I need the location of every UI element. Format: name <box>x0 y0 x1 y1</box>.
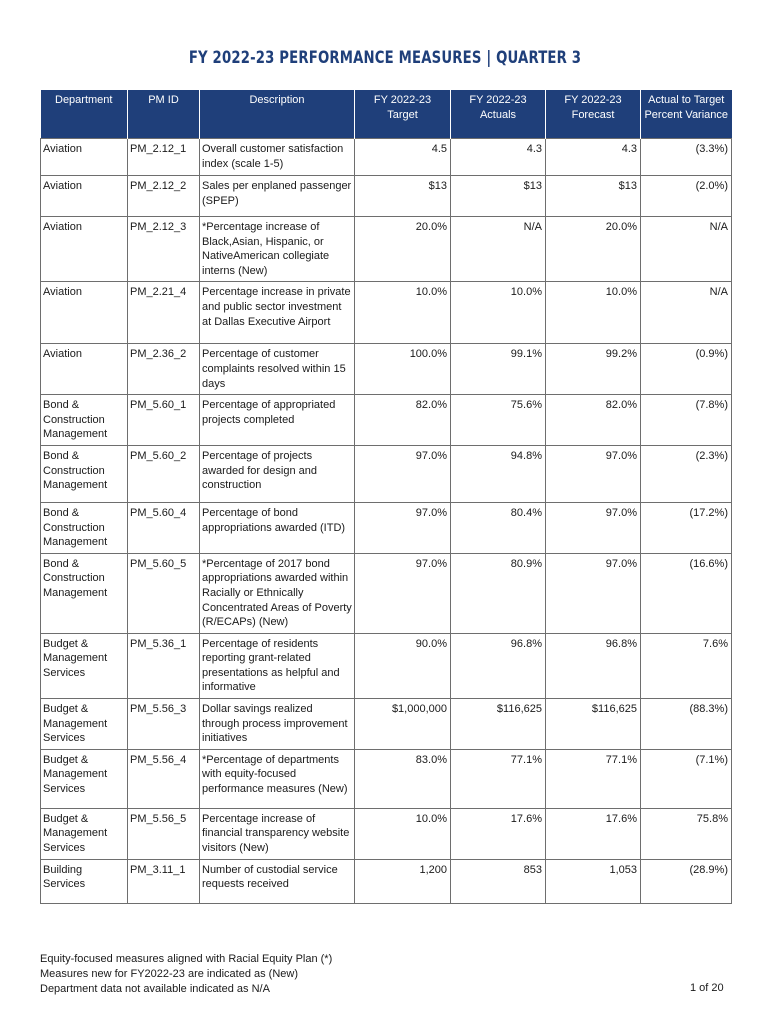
table-row <box>41 344 732 395</box>
cell-target: 10.0% <box>355 282 451 344</box>
cell-forecast: 17.6% <box>546 808 641 859</box>
header-target: FY 2022-23 Target <box>355 90 451 139</box>
cell-actuals: 80.4% <box>451 502 546 553</box>
cell-pm-id: PM_5.56_5 <box>128 808 200 859</box>
header-variance: Actual to Target Percent Variance <box>641 90 732 139</box>
cell-target: $13 <box>355 176 451 217</box>
table-row <box>41 139 732 176</box>
cell-department: Budget & Management Services <box>41 808 128 859</box>
cell-variance: (0.9%) <box>641 344 732 395</box>
cell-forecast: 97.0% <box>546 502 641 553</box>
table-row <box>41 808 732 859</box>
cell-pm-id: PM_5.60_1 <box>128 395 200 446</box>
cell-pm-id: PM_2.21_4 <box>128 282 200 344</box>
cell-department: Budget & Management Services <box>41 749 128 808</box>
cell-actuals: 77.1% <box>451 749 546 808</box>
table-row <box>41 502 732 553</box>
cell-actuals: 75.6% <box>451 395 546 446</box>
cell-variance: (28.9%) <box>641 859 732 903</box>
cell-description: *Percentage of departments with equity-focused performance measures (New) <box>200 749 355 808</box>
cell-forecast: 97.0% <box>546 553 641 633</box>
cell-description: Percentage increase of financial transparency website visitors (New) <box>200 808 355 859</box>
cell-pm-id: PM_2.12_2 <box>128 176 200 217</box>
cell-variance: N/A <box>641 217 732 282</box>
table-row <box>41 176 732 217</box>
cell-target: 1,200 <box>355 859 451 903</box>
table-row <box>41 553 732 633</box>
cell-forecast: $13 <box>546 176 641 217</box>
cell-forecast: 99.2% <box>546 344 641 395</box>
cell-department: Bond & Construction Management <box>41 502 128 553</box>
page-number: 1 of 20 <box>690 982 724 994</box>
header-description: Description <box>200 90 355 139</box>
cell-actuals: 99.1% <box>451 344 546 395</box>
cell-actuals: $116,625 <box>451 699 546 750</box>
cell-description: Percentage of bond appropriations awarded (ITD) <box>200 502 355 553</box>
cell-forecast: 77.1% <box>546 749 641 808</box>
cell-actuals: 80.9% <box>451 553 546 633</box>
table-row <box>41 699 732 750</box>
cell-variance: 7.6% <box>641 633 732 698</box>
cell-variance: 75.8% <box>641 808 732 859</box>
cell-department: Aviation <box>41 282 128 344</box>
cell-actuals: N/A <box>451 217 546 282</box>
cell-pm-id: PM_2.12_1 <box>128 139 200 176</box>
table-row <box>41 445 732 502</box>
cell-target: 20.0% <box>355 217 451 282</box>
cell-variance: (2.0%) <box>641 176 732 217</box>
cell-forecast: 20.0% <box>546 217 641 282</box>
cell-pm-id: PM_5.36_1 <box>128 633 200 698</box>
cell-actuals: 94.8% <box>451 445 546 502</box>
cell-variance: (17.2%) <box>641 502 732 553</box>
header-forecast: FY 2022-23 Forecast <box>546 90 641 139</box>
cell-variance: (7.1%) <box>641 749 732 808</box>
table-row <box>41 217 732 282</box>
cell-pm-id: PM_5.60_2 <box>128 445 200 502</box>
cell-department: Aviation <box>41 344 128 395</box>
cell-actuals: 96.8% <box>451 633 546 698</box>
cell-target: $1,000,000 <box>355 699 451 750</box>
cell-description: Percentage of projects awarded for design and construction <box>200 445 355 502</box>
cell-pm-id: PM_2.12_3 <box>128 217 200 282</box>
cell-description: Percentage of customer complaints resolved within 15 days <box>200 344 355 395</box>
cell-department: Bond & Construction Management <box>41 445 128 502</box>
cell-description: Sales per enplaned passenger (SPEP) <box>200 176 355 217</box>
cell-variance: N/A <box>641 282 732 344</box>
footer-note-equity: Equity-focused measures aligned with Racial Equity Plan (*) <box>40 953 333 965</box>
cell-department: Aviation <box>41 217 128 282</box>
header-actuals: FY 2022-23 Actuals <box>451 90 546 139</box>
cell-forecast: 4.3 <box>546 139 641 176</box>
performance-measures-table <box>40 90 732 904</box>
cell-forecast: 96.8% <box>546 633 641 698</box>
table-row <box>41 282 732 344</box>
cell-pm-id: PM_5.56_4 <box>128 749 200 808</box>
cell-department: Budget & Management Services <box>41 699 128 750</box>
cell-department: Bond & Construction Management <box>41 553 128 633</box>
cell-description: Dollar savings realized through process improvement initiatives <box>200 699 355 750</box>
cell-description: Percentage of appropriated projects completed <box>200 395 355 446</box>
cell-department: Bond & Construction Management <box>41 395 128 446</box>
cell-forecast: 1,053 <box>546 859 641 903</box>
cell-variance: (3.3%) <box>641 139 732 176</box>
cell-pm-id: PM_3.11_1 <box>128 859 200 903</box>
cell-target: 97.0% <box>355 502 451 553</box>
cell-actuals: $13 <box>451 176 546 217</box>
cell-target: 10.0% <box>355 808 451 859</box>
cell-variance: (16.6%) <box>641 553 732 633</box>
cell-actuals: 4.3 <box>451 139 546 176</box>
cell-actuals: 17.6% <box>451 808 546 859</box>
cell-description: Percentage increase in private and public sector investment at Dallas Executive Airport <box>200 282 355 344</box>
cell-description: *Percentage increase of Black,Asian, Hispanic, or NativeAmerican collegiate interns (New) <box>200 217 355 282</box>
cell-target: 97.0% <box>355 445 451 502</box>
cell-variance: (88.3%) <box>641 699 732 750</box>
cell-department: Budget & Management Services <box>41 633 128 698</box>
cell-department: Building Services <box>41 859 128 903</box>
table-row <box>41 395 732 446</box>
cell-forecast: $116,625 <box>546 699 641 750</box>
cell-department: Aviation <box>41 176 128 217</box>
cell-target: 82.0% <box>355 395 451 446</box>
footer-note-new: Measures new for FY2022-23 are indicated as (New) <box>40 968 299 980</box>
cell-description: Percentage of residents reporting grant-related presentations as helpful and informative <box>200 633 355 698</box>
cell-variance: (7.8%) <box>641 395 732 446</box>
cell-target: 100.0% <box>355 344 451 395</box>
cell-target: 4.5 <box>355 139 451 176</box>
cell-department: Aviation <box>41 139 128 176</box>
table-body <box>41 139 732 904</box>
cell-forecast: 10.0% <box>546 282 641 344</box>
cell-forecast: 97.0% <box>546 445 641 502</box>
header-pm-id: PM ID <box>128 90 200 139</box>
cell-pm-id: PM_5.60_5 <box>128 553 200 633</box>
footer-note-na: Department data not available indicated as N/A <box>40 983 270 995</box>
table-row <box>41 859 732 903</box>
cell-target: 90.0% <box>355 633 451 698</box>
cell-description: Overall customer satisfaction index (scale 1-5) <box>200 139 355 176</box>
cell-description: Number of custodial service requests received <box>200 859 355 903</box>
cell-variance: (2.3%) <box>641 445 732 502</box>
cell-description: *Percentage of 2017 bond appropriations awarded within Racially or Ethnically Concentrated Areas of Poverty (R/ECAPs) (New) <box>200 553 355 633</box>
header-department: Department <box>41 90 128 139</box>
table-header-row <box>41 90 732 139</box>
table-row <box>41 633 732 698</box>
cell-actuals: 10.0% <box>451 282 546 344</box>
cell-pm-id: PM_2.36_2 <box>128 344 200 395</box>
cell-actuals: 853 <box>451 859 546 903</box>
footer-notes <box>40 952 332 997</box>
cell-pm-id: PM_5.56_3 <box>128 699 200 750</box>
cell-forecast: 82.0% <box>546 395 641 446</box>
cell-target: 97.0% <box>355 553 451 633</box>
cell-pm-id: PM_5.60_4 <box>128 502 200 553</box>
cell-target: 83.0% <box>355 749 451 808</box>
page-title: FY 2022-23 PERFORMANCE MEASURES | QUARTER 3 <box>188 48 582 68</box>
table-row <box>41 749 732 808</box>
